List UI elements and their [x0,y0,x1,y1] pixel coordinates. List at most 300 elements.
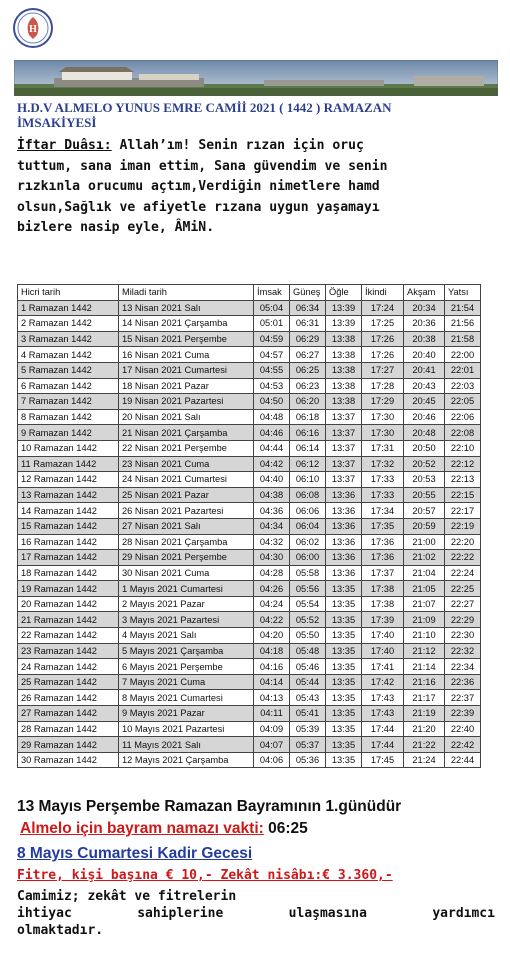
table-cell: 04:48 [254,409,290,425]
table-cell: 04:16 [254,659,290,675]
table-cell: 14 Nisan 2021 Çarşamba [119,316,254,332]
camimiz-word: ulaşmasına [288,906,367,921]
table-row [18,331,481,347]
bayram-namazi-note [20,820,308,838]
table-cell: 28 Ramazan 1442 [18,721,119,737]
table-cell: 9 Mayıs 2021 Pazar [119,706,254,722]
camimiz-line-2 [17,905,495,922]
table-cell: 22:39 [445,706,481,722]
page-title [17,100,497,130]
table-cell: 06:06 [290,503,326,519]
table-cell: 20:34 [404,300,445,316]
table-cell: 22:17 [445,503,481,519]
table-row [18,643,481,659]
table-cell: 15 Ramazan 1442 [18,518,119,534]
table-cell: 17:36 [362,534,404,550]
table-cell: 10 Mayıs 2021 Pazartesi [119,721,254,737]
table-cell: 20:57 [404,503,445,519]
table-cell: 21:24 [404,752,445,768]
iftar-prayer-line-4: olsun,Sağlık ve afiyetle rızana uygun yaşamayı [17,199,380,215]
table-row [18,440,481,456]
table-cell: 06:04 [290,518,326,534]
table-row [18,550,481,566]
table-row [18,518,481,534]
table-cell: 22:30 [445,628,481,644]
table-cell: 05:37 [290,737,326,753]
table-row [18,706,481,722]
table-cell: 17:29 [362,394,404,410]
table-cell: 21 Nisan 2021 Çarşamba [119,425,254,441]
table-cell: 04:32 [254,534,290,550]
iftar-prayer-line-2: tuttum, sana iman ettim, Sana güvendim ve senin [17,158,388,174]
table-cell: 20:48 [404,425,445,441]
column-header: Miladi tarih [119,285,254,301]
table-cell: 21:09 [404,612,445,628]
bayram-namazi-label: Almelo için bayram namazı vakti: [20,820,264,837]
table-cell: 06:29 [290,331,326,347]
table-cell: 30 Nisan 2021 Cuma [119,565,254,581]
table-cell: 13:36 [326,503,362,519]
table-cell: 13:36 [326,487,362,503]
table-cell: 3 Mayıs 2021 Pazartesi [119,612,254,628]
table-body [18,300,481,768]
table-cell: 17:36 [362,550,404,566]
table-cell: 15 Nisan 2021 Perşembe [119,331,254,347]
table-cell: 26 Ramazan 1442 [18,690,119,706]
table-cell: 23 Ramazan 1442 [18,643,119,659]
mosque-photo [14,60,498,96]
table-cell: 7 Mayıs 2021 Cuma [119,674,254,690]
iftar-prayer-line-3: rızkınla orucumu açtım,Verdiğin nimetlere hamd [17,179,380,194]
table-row [18,394,481,410]
table-row [18,362,481,378]
table-cell: 17:33 [362,472,404,488]
table-row [18,628,481,644]
table-cell: 21:54 [445,300,481,316]
table-cell: 13:37 [326,440,362,456]
table-cell: 11 Mayıs 2021 Salı [119,737,254,753]
table-cell: 22:15 [445,487,481,503]
table-cell: 13:38 [326,362,362,378]
table-cell: 06:25 [290,362,326,378]
table-cell: 17 Ramazan 1442 [18,550,119,566]
table-cell: 27 Nisan 2021 Salı [119,518,254,534]
table-cell: 13:36 [326,518,362,534]
table-cell: 17:44 [362,721,404,737]
table-cell: 23 Nisan 2021 Cuma [119,456,254,472]
table-row [18,565,481,581]
table-cell: 04:34 [254,518,290,534]
table-cell: 1 Ramazan 1442 [18,300,119,316]
table-cell: 04:57 [254,347,290,363]
table-cell: 13:35 [326,752,362,768]
table-cell: 22:13 [445,472,481,488]
table-row [18,721,481,737]
table-cell: 29 Nisan 2021 Perşembe [119,550,254,566]
column-header: Güneş [290,285,326,301]
table-cell: 16 Ramazan 1442 [18,534,119,550]
table-cell: 9 Ramazan 1442 [18,425,119,441]
table-cell: 27 Ramazan 1442 [18,706,119,722]
table-cell: 13:35 [326,674,362,690]
table-cell: 04:44 [254,440,290,456]
table-cell: 13:35 [326,581,362,597]
table-cell: 17:43 [362,706,404,722]
table-cell: 04:09 [254,721,290,737]
table-cell: 05:50 [290,628,326,644]
table-cell: 17:44 [362,737,404,753]
svg-text:H: H [29,24,37,35]
table-cell: 06:27 [290,347,326,363]
table-cell: 21:17 [404,690,445,706]
table-cell: 17:35 [362,518,404,534]
table-cell: 17:34 [362,503,404,519]
table-cell: 17:30 [362,409,404,425]
table-cell: 04:11 [254,706,290,722]
iftar-prayer-line-5: bizlere nasip eyle, ÂMiN. [17,220,215,235]
table-cell: 17:30 [362,425,404,441]
table-cell: 12 Ramazan 1442 [18,472,119,488]
table-cell: 05:54 [290,596,326,612]
table-row [18,347,481,363]
table-cell: 20:38 [404,331,445,347]
table-cell: 22:24 [445,565,481,581]
table-cell: 04:55 [254,362,290,378]
table-cell: 06:08 [290,487,326,503]
table-cell: 2 Mayıs 2021 Pazar [119,596,254,612]
table-cell: 05:46 [290,659,326,675]
table-row [18,409,481,425]
table-cell: 20 Ramazan 1442 [18,596,119,612]
table-cell: 8 Mayıs 2021 Cumartesi [119,690,254,706]
column-header: İmsak [254,285,290,301]
table-cell: 14 Ramazan 1442 [18,503,119,519]
table-row [18,612,481,628]
table-cell: 04:38 [254,487,290,503]
table-cell: 20:50 [404,440,445,456]
table-cell: 21:58 [445,331,481,347]
table-cell: 13:37 [326,456,362,472]
table-cell: 22:25 [445,581,481,597]
table-cell: 21:16 [404,674,445,690]
camimiz-line-1: Camimiz; zekât ve fitrelerin [17,889,237,904]
table-row [18,659,481,675]
table-cell: 13:37 [326,425,362,441]
iftar-prayer [17,136,497,239]
table-cell: 17:42 [362,674,404,690]
table-cell: 18 Nisan 2021 Pazar [119,378,254,394]
table-row [18,752,481,768]
table-cell: 05:01 [254,316,290,332]
table-row [18,690,481,706]
hdv-logo-icon [13,8,53,48]
table-cell: 24 Nisan 2021 Cumartesi [119,472,254,488]
table-row [18,300,481,316]
table-cell: 13:37 [326,472,362,488]
table-cell: 22:36 [445,674,481,690]
table-cell: 22:29 [445,612,481,628]
table-cell: 13:36 [326,534,362,550]
table-cell: 04:20 [254,628,290,644]
table-cell: 13:36 [326,550,362,566]
table-cell: 04:13 [254,690,290,706]
table-cell: 17:31 [362,440,404,456]
table-cell: 19 Ramazan 1442 [18,581,119,597]
table-cell: 20:45 [404,394,445,410]
table-cell: 06:14 [290,440,326,456]
table-cell: 22:08 [445,425,481,441]
column-header: Hicri tarih [18,285,119,301]
table-cell: 04:07 [254,737,290,753]
table-cell: 17:41 [362,659,404,675]
table-cell: 04:26 [254,581,290,597]
table-cell: 17:39 [362,612,404,628]
table-cell: 22:03 [445,378,481,394]
title-line-2: İMSAKİYESİ [17,115,97,130]
table-cell: 13:35 [326,706,362,722]
table-cell: 17:43 [362,690,404,706]
table-row [18,534,481,550]
table-row [18,425,481,441]
table-cell: 22:34 [445,659,481,675]
table-cell: 6 Ramazan 1442 [18,378,119,394]
table-cell: 13:38 [326,347,362,363]
table-cell: 21:20 [404,721,445,737]
table-row [18,378,481,394]
table-cell: 13:39 [326,300,362,316]
table-cell: 13:37 [326,409,362,425]
table-header-row [18,285,481,301]
table-cell: 05:43 [290,690,326,706]
table-cell: 06:16 [290,425,326,441]
table-cell: 17:26 [362,347,404,363]
table-cell: 17:40 [362,643,404,659]
table-row [18,581,481,597]
table-cell: 13 Ramazan 1442 [18,487,119,503]
table-cell: 17:28 [362,378,404,394]
table-row [18,596,481,612]
table-cell: 13:35 [326,659,362,675]
table-cell: 13 Nisan 2021 Salı [119,300,254,316]
table-cell: 17 Nisan 2021 Cumartesi [119,362,254,378]
bayram-namazi-time: 06:25 [263,820,308,837]
table-cell: 05:41 [290,706,326,722]
table-cell: 22:00 [445,347,481,363]
table-cell: 20:41 [404,362,445,378]
table-cell: 20:59 [404,518,445,534]
table-cell: 24 Ramazan 1442 [18,659,119,675]
camimiz-word: sahiplerine [137,906,224,921]
table-row [18,456,481,472]
table-cell: 21 Ramazan 1442 [18,612,119,628]
iftar-prayer-label: İftar Duâsı: [17,138,112,153]
iftar-prayer-line-1: Allah’ım! Senin rızan için oruç [111,138,364,153]
table-cell: 20:46 [404,409,445,425]
table-cell: 04:28 [254,565,290,581]
table-cell: 17:32 [362,456,404,472]
table-cell: 17:40 [362,628,404,644]
table-cell: 05:48 [290,643,326,659]
table-cell: 3 Ramazan 1442 [18,331,119,347]
table-cell: 04:22 [254,612,290,628]
table-cell: 21:10 [404,628,445,644]
table-cell: 25 Ramazan 1442 [18,674,119,690]
table-cell: 22:22 [445,550,481,566]
table-cell: 06:18 [290,409,326,425]
bayram-note: 13 Mayıs Perşembe Ramazan Bayramının 1.günüdür [17,798,402,815]
table-cell: 04:46 [254,425,290,441]
table-cell: 1 Mayıs 2021 Cumartesi [119,581,254,597]
table-cell: 4 Mayıs 2021 Salı [119,628,254,644]
table-cell: 06:20 [290,394,326,410]
table-cell: 20:36 [404,316,445,332]
table-cell: 04:06 [254,752,290,768]
table-cell: 04:24 [254,596,290,612]
table-cell: 21:56 [445,316,481,332]
fitre-note: Fitre, kişi başına € 10,- Zekât nisâbı:€ 3.360,- [17,868,393,883]
table-cell: 13:35 [326,737,362,753]
table-cell: 13:35 [326,628,362,644]
table-cell: 22:37 [445,690,481,706]
table-cell: 13:39 [326,316,362,332]
table-cell: 21:19 [404,706,445,722]
table-cell: 21:07 [404,596,445,612]
table-cell: 13:36 [326,565,362,581]
table-cell: 05:04 [254,300,290,316]
table-cell: 26 Nisan 2021 Pazartesi [119,503,254,519]
table-cell: 8 Ramazan 1442 [18,409,119,425]
table-cell: 22:05 [445,394,481,410]
table-cell: 06:12 [290,456,326,472]
table-cell: 22:42 [445,737,481,753]
table-cell: 17:25 [362,316,404,332]
table-row [18,487,481,503]
imsakiye-table [17,284,481,768]
table-cell: 06:10 [290,472,326,488]
table-cell: 05:44 [290,674,326,690]
table-cell: 17:27 [362,362,404,378]
table-cell: 20:53 [404,472,445,488]
table-cell: 21:00 [404,534,445,550]
table-cell: 22:20 [445,534,481,550]
table-cell: 04:59 [254,331,290,347]
table-cell: 13:35 [326,721,362,737]
table-cell: 21:22 [404,737,445,753]
table-cell: 04:53 [254,378,290,394]
table-cell: 22:06 [445,409,481,425]
table-cell: 19 Nisan 2021 Pazartesi [119,394,254,410]
table-cell: 20:40 [404,347,445,363]
table-cell: 21:05 [404,581,445,597]
table-cell: 12 Mayıs 2021 Çarşamba [119,752,254,768]
table-cell: 29 Ramazan 1442 [18,737,119,753]
table-cell: 04:42 [254,456,290,472]
table-cell: 16 Nisan 2021 Cuma [119,347,254,363]
table-cell: 18 Ramazan 1442 [18,565,119,581]
table-cell: 13:38 [326,331,362,347]
table-cell: 17:38 [362,596,404,612]
table-cell: 06:23 [290,378,326,394]
column-header: İkindi [362,285,404,301]
table-cell: 06:34 [290,300,326,316]
table-cell: 22:01 [445,362,481,378]
table-cell: 6 Mayıs 2021 Perşembe [119,659,254,675]
table-cell: 17:24 [362,300,404,316]
table-cell: 20:55 [404,487,445,503]
table-cell: 21:12 [404,643,445,659]
table-cell: 5 Mayıs 2021 Çarşamba [119,643,254,659]
table-cell: 22:27 [445,596,481,612]
table-cell: 17:26 [362,331,404,347]
table-cell: 22 Nisan 2021 Perşembe [119,440,254,456]
table-cell: 21:02 [404,550,445,566]
table-cell: 05:56 [290,581,326,597]
table-cell: 17:33 [362,487,404,503]
title-line-1: H.D.V ALMELO YUNUS EMRE CAMİİ 2021 ( 1442 ) RAMAZAN [17,100,392,115]
table-cell: 20:52 [404,456,445,472]
column-header: Akşam [404,285,445,301]
table-cell: 22:32 [445,643,481,659]
table-cell: 13:35 [326,596,362,612]
table-cell: 4 Ramazan 1442 [18,347,119,363]
table-cell: 22:19 [445,518,481,534]
table-cell: 13:35 [326,690,362,706]
table-cell: 25 Nisan 2021 Pazar [119,487,254,503]
table-cell: 7 Ramazan 1442 [18,394,119,410]
camimiz-word: yardımcı [432,906,495,921]
table-cell: 04:18 [254,643,290,659]
table-cell: 22:10 [445,440,481,456]
table-cell: 06:31 [290,316,326,332]
table-cell: 05:39 [290,721,326,737]
table-row [18,737,481,753]
column-header: Yatsı [445,285,481,301]
table-cell: 22:44 [445,752,481,768]
table-cell: 5 Ramazan 1442 [18,362,119,378]
table-cell: 13:38 [326,378,362,394]
camimiz-word: ihtiyac [17,906,72,921]
table-cell: 04:30 [254,550,290,566]
table-cell: 21:14 [404,659,445,675]
table-cell: 04:14 [254,674,290,690]
table-cell: 22:40 [445,721,481,737]
table-cell: 05:58 [290,565,326,581]
camimiz-line-3: olmaktadır. [17,923,104,938]
table-cell: 20:43 [404,378,445,394]
table-cell: 22:12 [445,456,481,472]
table-cell: 10 Ramazan 1442 [18,440,119,456]
kadir-gecesi-note: 8 Mayıs Cumartesi Kadir Gecesi [17,845,253,862]
table-row [18,674,481,690]
table-row [18,316,481,332]
table-cell: 28 Nisan 2021 Çarşamba [119,534,254,550]
table-cell: 13:38 [326,394,362,410]
table-cell: 17:45 [362,752,404,768]
table-cell: 04:50 [254,394,290,410]
table-row [18,472,481,488]
table-cell: 13:35 [326,643,362,659]
table-cell: 22 Ramazan 1442 [18,628,119,644]
table-cell: 20 Nisan 2021 Salı [119,409,254,425]
table-cell: 05:36 [290,752,326,768]
table-cell: 2 Ramazan 1442 [18,316,119,332]
column-header: Öğle [326,285,362,301]
table-cell: 17:37 [362,565,404,581]
table-cell: 04:36 [254,503,290,519]
table-cell: 11 Ramazan 1442 [18,456,119,472]
camimiz-note [17,888,495,939]
table-cell: 21:04 [404,565,445,581]
